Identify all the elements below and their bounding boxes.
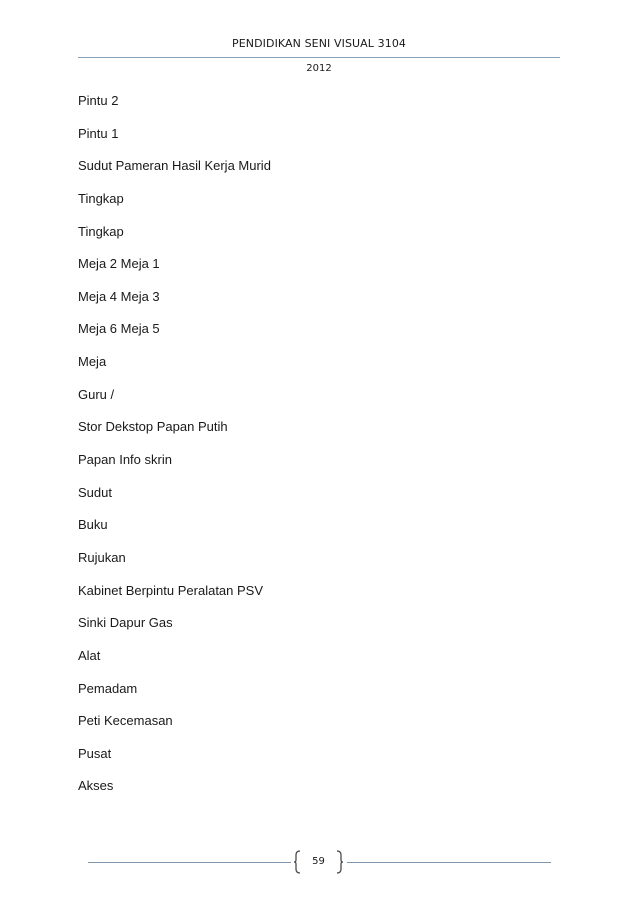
footer-right-bracket-icon — [336, 850, 344, 874]
header-rule — [78, 57, 560, 58]
text-line: Meja 6 Meja 5 — [78, 321, 160, 337]
text-line: Meja 2 Meja 1 — [78, 256, 160, 272]
text-line: Akses — [78, 778, 114, 794]
text-line: Meja — [78, 354, 107, 370]
document-header-year: 2012 — [306, 63, 332, 74]
page-number: 59 — [312, 856, 325, 867]
text-line: Buku — [78, 517, 108, 533]
text-line: Peti Kecemasan — [78, 713, 173, 729]
text-line: Papan Info skrin — [78, 452, 172, 468]
text-line: Stor Dekstop Papan Putih — [78, 419, 228, 435]
footer-rule-right — [347, 862, 551, 863]
text-line: Tingkap — [78, 223, 124, 239]
text-line: Sinki Dapur Gas — [78, 615, 173, 631]
text-line: Rujukan — [78, 549, 126, 565]
footer-left-bracket-icon — [293, 850, 301, 874]
body-text-lines — [78, 93, 271, 811]
text-line: Pintu 2 — [78, 93, 119, 108]
footer-rule-left — [88, 862, 291, 863]
text-line: Sudut — [78, 484, 112, 500]
text-line: Pintu 1 — [78, 125, 119, 141]
text-line: Pusat — [78, 745, 112, 761]
text-line: Guru / — [78, 386, 115, 402]
text-line: Meja 4 Meja 3 — [78, 288, 160, 304]
text-line: Pemadam — [78, 680, 138, 696]
text-line: Kabinet Berpintu Peralatan PSV — [78, 582, 264, 598]
text-line: Sudut Pameran Hasil Kerja Murid — [78, 158, 271, 174]
document-header-title: PENDIDIKAN SENI VISUAL 3104 — [231, 37, 407, 50]
text-line: Alat — [78, 647, 101, 663]
text-line: Tingkap — [78, 190, 124, 206]
